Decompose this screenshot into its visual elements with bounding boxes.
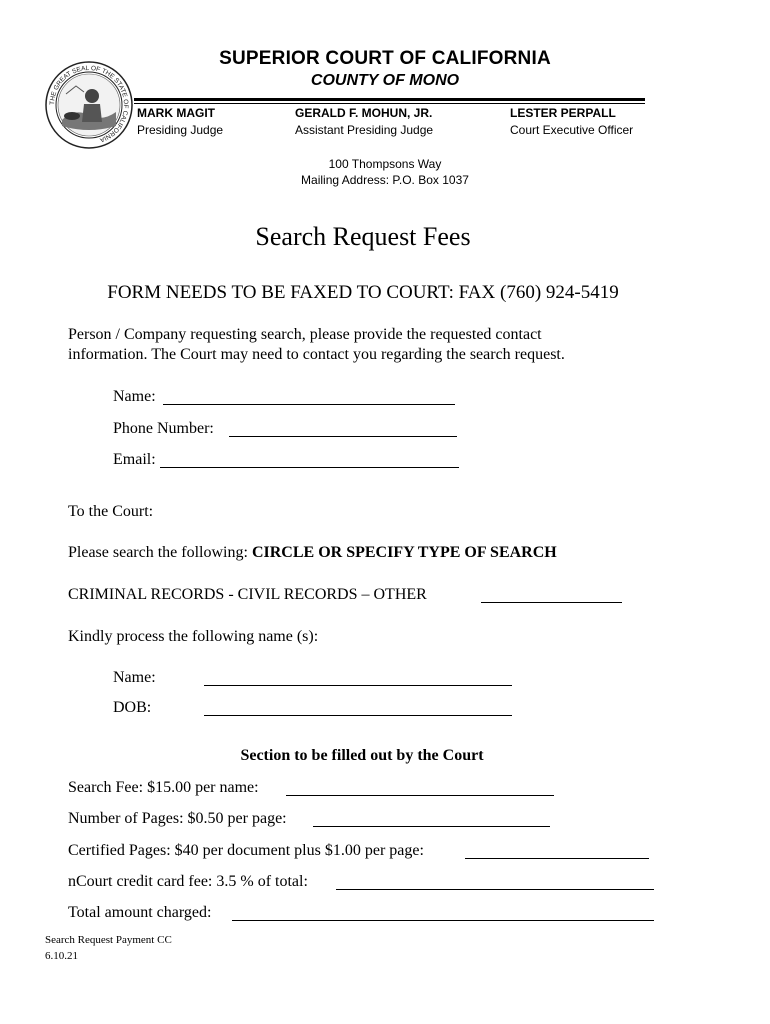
official-1-title: Presiding Judge bbox=[137, 123, 224, 137]
contact-phone-label: Phone Number: bbox=[113, 420, 214, 437]
official-2-name: GERALD F. MOHUN, JR. bbox=[295, 106, 433, 120]
kindly-process: Kindly process the following name (s): bbox=[68, 628, 319, 645]
pages-fee-label: Number of Pages: $0.50 per page: bbox=[68, 810, 287, 827]
search-fee-field[interactable] bbox=[286, 795, 554, 796]
court-name: SUPERIOR COURT OF CALIFORNIA bbox=[219, 48, 551, 69]
address-street: 100 Thompsons Way bbox=[328, 157, 442, 171]
seal-text: THE GREAT SEAL OF THE STATE OF CALIFORNIA bbox=[48, 64, 130, 144]
intro-line-2: information. The Court may need to contact you regarding the search request. bbox=[68, 346, 565, 363]
header-rule-thick bbox=[134, 98, 645, 101]
county-name: COUNTY OF MONO bbox=[310, 72, 460, 89]
card-fee-field[interactable] bbox=[336, 889, 654, 890]
footer-form-name: Search Request Payment CC bbox=[45, 934, 172, 946]
address-mailing: Mailing Address: P.O. Box 1037 bbox=[301, 173, 469, 187]
subject-name-label: Name: bbox=[113, 669, 156, 686]
total-label: Total amount charged: bbox=[68, 904, 212, 921]
subject-dob-field[interactable] bbox=[204, 715, 512, 716]
court-section-title: Section to be filled out by the Court bbox=[240, 747, 484, 764]
other-record-field[interactable] bbox=[481, 602, 622, 603]
pages-fee-field[interactable] bbox=[313, 826, 550, 827]
subject-dob-label: DOB: bbox=[113, 699, 152, 716]
certified-fee-label: Certified Pages: $40 per document plus $1.00 per page: bbox=[68, 842, 424, 859]
contact-name-label: Name: bbox=[113, 388, 156, 405]
contact-name-field[interactable] bbox=[163, 404, 455, 405]
search-emphasis: CIRCLE OR SPECIFY TYPE OF SEARCH bbox=[251, 544, 557, 561]
official-3-name: LESTER PERPALL bbox=[510, 106, 616, 120]
official-2-title: Assistant Presiding Judge bbox=[295, 123, 434, 137]
search-instruction bbox=[68, 543, 557, 563]
form-title: Search Request Fees bbox=[255, 222, 471, 251]
fax-notice: FORM NEEDS TO BE FAXED TO COURT: FAX (760) 924-5419 bbox=[107, 282, 619, 303]
search-prefix: Please search the following: bbox=[68, 544, 248, 561]
total-field[interactable] bbox=[232, 920, 654, 921]
to-court: To the Court: bbox=[68, 503, 154, 520]
record-types: CRIMINAL RECORDS - CIVIL RECORDS – OTHER bbox=[68, 586, 427, 603]
card-fee-label: nCourt credit card fee: 3.5 % of total: bbox=[68, 873, 308, 890]
certified-fee-field[interactable] bbox=[465, 858, 649, 859]
contact-email-field[interactable] bbox=[160, 467, 459, 468]
contact-email-label: Email: bbox=[113, 451, 156, 468]
contact-phone-field[interactable] bbox=[229, 436, 457, 437]
footer-revision: 6.10.21 bbox=[45, 950, 78, 962]
header-rule-thin bbox=[134, 103, 645, 104]
subject-name-field[interactable] bbox=[204, 685, 512, 686]
search-fee-label: Search Fee: $15.00 per name: bbox=[68, 779, 259, 796]
official-1-name: MARK MAGIT bbox=[137, 106, 215, 120]
official-3-title: Court Executive Officer bbox=[510, 123, 634, 137]
intro-line-1: Person / Company requesting search, please provide the requested contact bbox=[68, 326, 542, 343]
